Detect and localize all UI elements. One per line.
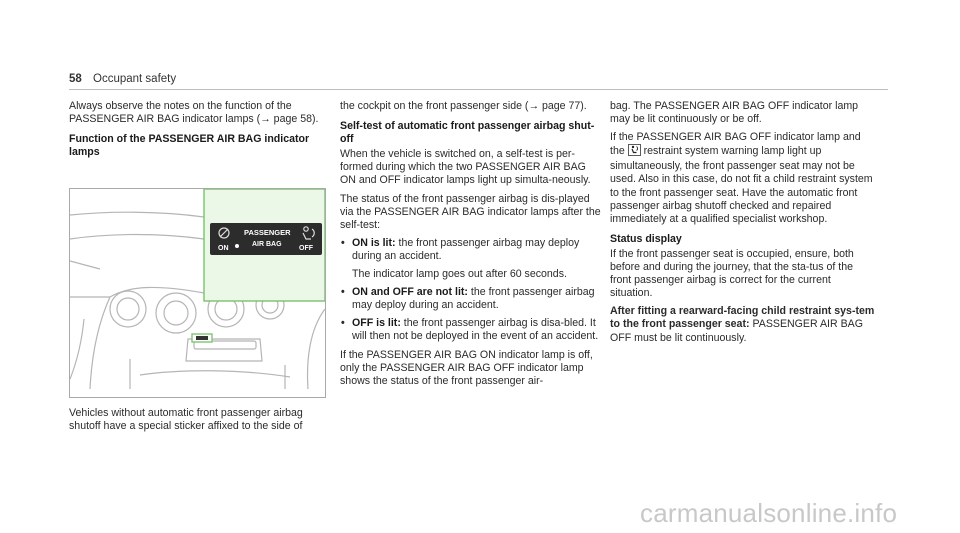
bullet-text: the front passenger airbag may deploy during an accident. xyxy=(352,236,580,262)
list-item xyxy=(340,237,602,281)
section-title: Occupant safety xyxy=(93,73,177,85)
list-item xyxy=(340,317,602,343)
warning-text-b: restraint system warning lamp light up simultaneously, the front passenger seat may not be used. Also in this case, do not fit a child restraint system to the front passenger seat. Have the automatic front passenger airbag shutoff checked and repaired immediately at a qualified specialist workshop. xyxy=(610,145,873,225)
status-display-paragraph: If the front passenger seat is occupied, ensure, both before and during the journey, that the sta-tus of the front passenger airbag is correct for the current situation. xyxy=(610,247,854,300)
function-heading: Function of the PASSENGER AIR BAG indicator lamps xyxy=(69,133,310,159)
figure-caption: Vehicles without automatic front passenger airbag shutoff have a special sticker affixed to the side of xyxy=(69,407,303,433)
figure-passenger-label: PASSENGER xyxy=(244,228,291,237)
page-header xyxy=(69,73,176,85)
child-restraint-paragraph xyxy=(610,305,875,344)
child-restraint-heading: After fitting a rearward-facing child restraint sys-tem to the front passenger seat: xyxy=(610,305,875,331)
header-divider xyxy=(69,89,888,90)
column-3 xyxy=(610,100,875,350)
on-indicator-dot xyxy=(235,244,239,248)
self-test-heading: Self-test of automatic front passenger airbag shut-off xyxy=(340,120,595,146)
list-item xyxy=(340,286,602,312)
status-list xyxy=(340,237,602,344)
status-display-heading: Status display xyxy=(610,232,682,245)
col2-continuation: the cockpit on the front passenger side (→ page 77). xyxy=(340,100,587,112)
figure-off-label: OFF xyxy=(299,245,313,252)
column-2 xyxy=(340,100,602,393)
self-test-paragraph-2: The status of the front passenger airbag is dis-played via the PASSENGER AIR BAG indicator lamps after the self-test: xyxy=(340,192,601,231)
bullet-text: the front passenger airbag may deploy during an accident. xyxy=(352,286,595,312)
bullet-label-on: ON is lit: xyxy=(352,236,396,249)
intro-paragraph: Always observe the notes on the function of the PASSENGER AIR BAG indicator lamps (→ page 58). xyxy=(69,100,319,126)
dashboard-illustration xyxy=(69,188,326,398)
figure-on-label: ON xyxy=(218,245,229,252)
page-number: 58 xyxy=(69,73,82,85)
warning-text-a: If the PASSENGER AIR BAG OFF indicator lamp and the xyxy=(610,131,861,158)
figure-caption-block xyxy=(69,407,327,438)
warning-paragraph xyxy=(610,131,875,226)
self-test-paragraph-1: When the vehicle is switched on, a self-test is per-formed during which the two PASSENGER AIR BAG ON and OFF indicator lamps light up simulta-neously. xyxy=(340,148,591,187)
child-restraint-text: PASSENGER AIR BAG OFF must be lit continuously. xyxy=(610,318,863,344)
col3-continuation: bag. The PASSENGER AIR BAG OFF indicator lamp may be lit continuously or be off. xyxy=(610,100,859,126)
bullet-label-off: OFF is lit: xyxy=(352,317,401,330)
watermark: carmanualsonline.info xyxy=(640,498,898,528)
bullet-subtext: The indicator lamp goes out after 60 seconds. xyxy=(352,268,567,281)
self-test-paragraph-3: If the PASSENGER AIR BAG ON indicator lamp is off, only the PASSENGER AIR BAG OFF indicator lamp shows the status of the front passenger air- xyxy=(340,348,593,387)
bullet-text: the front passenger airbag is disa-bled. It will then not be deployed in the event of an accident. xyxy=(352,317,599,343)
restraint-system-warning-icon xyxy=(628,144,641,160)
figure-airbag-label: AIR BAG xyxy=(252,241,282,248)
bullet-label-not-lit: ON and OFF are not lit: xyxy=(352,286,468,299)
column-1 xyxy=(69,100,327,161)
